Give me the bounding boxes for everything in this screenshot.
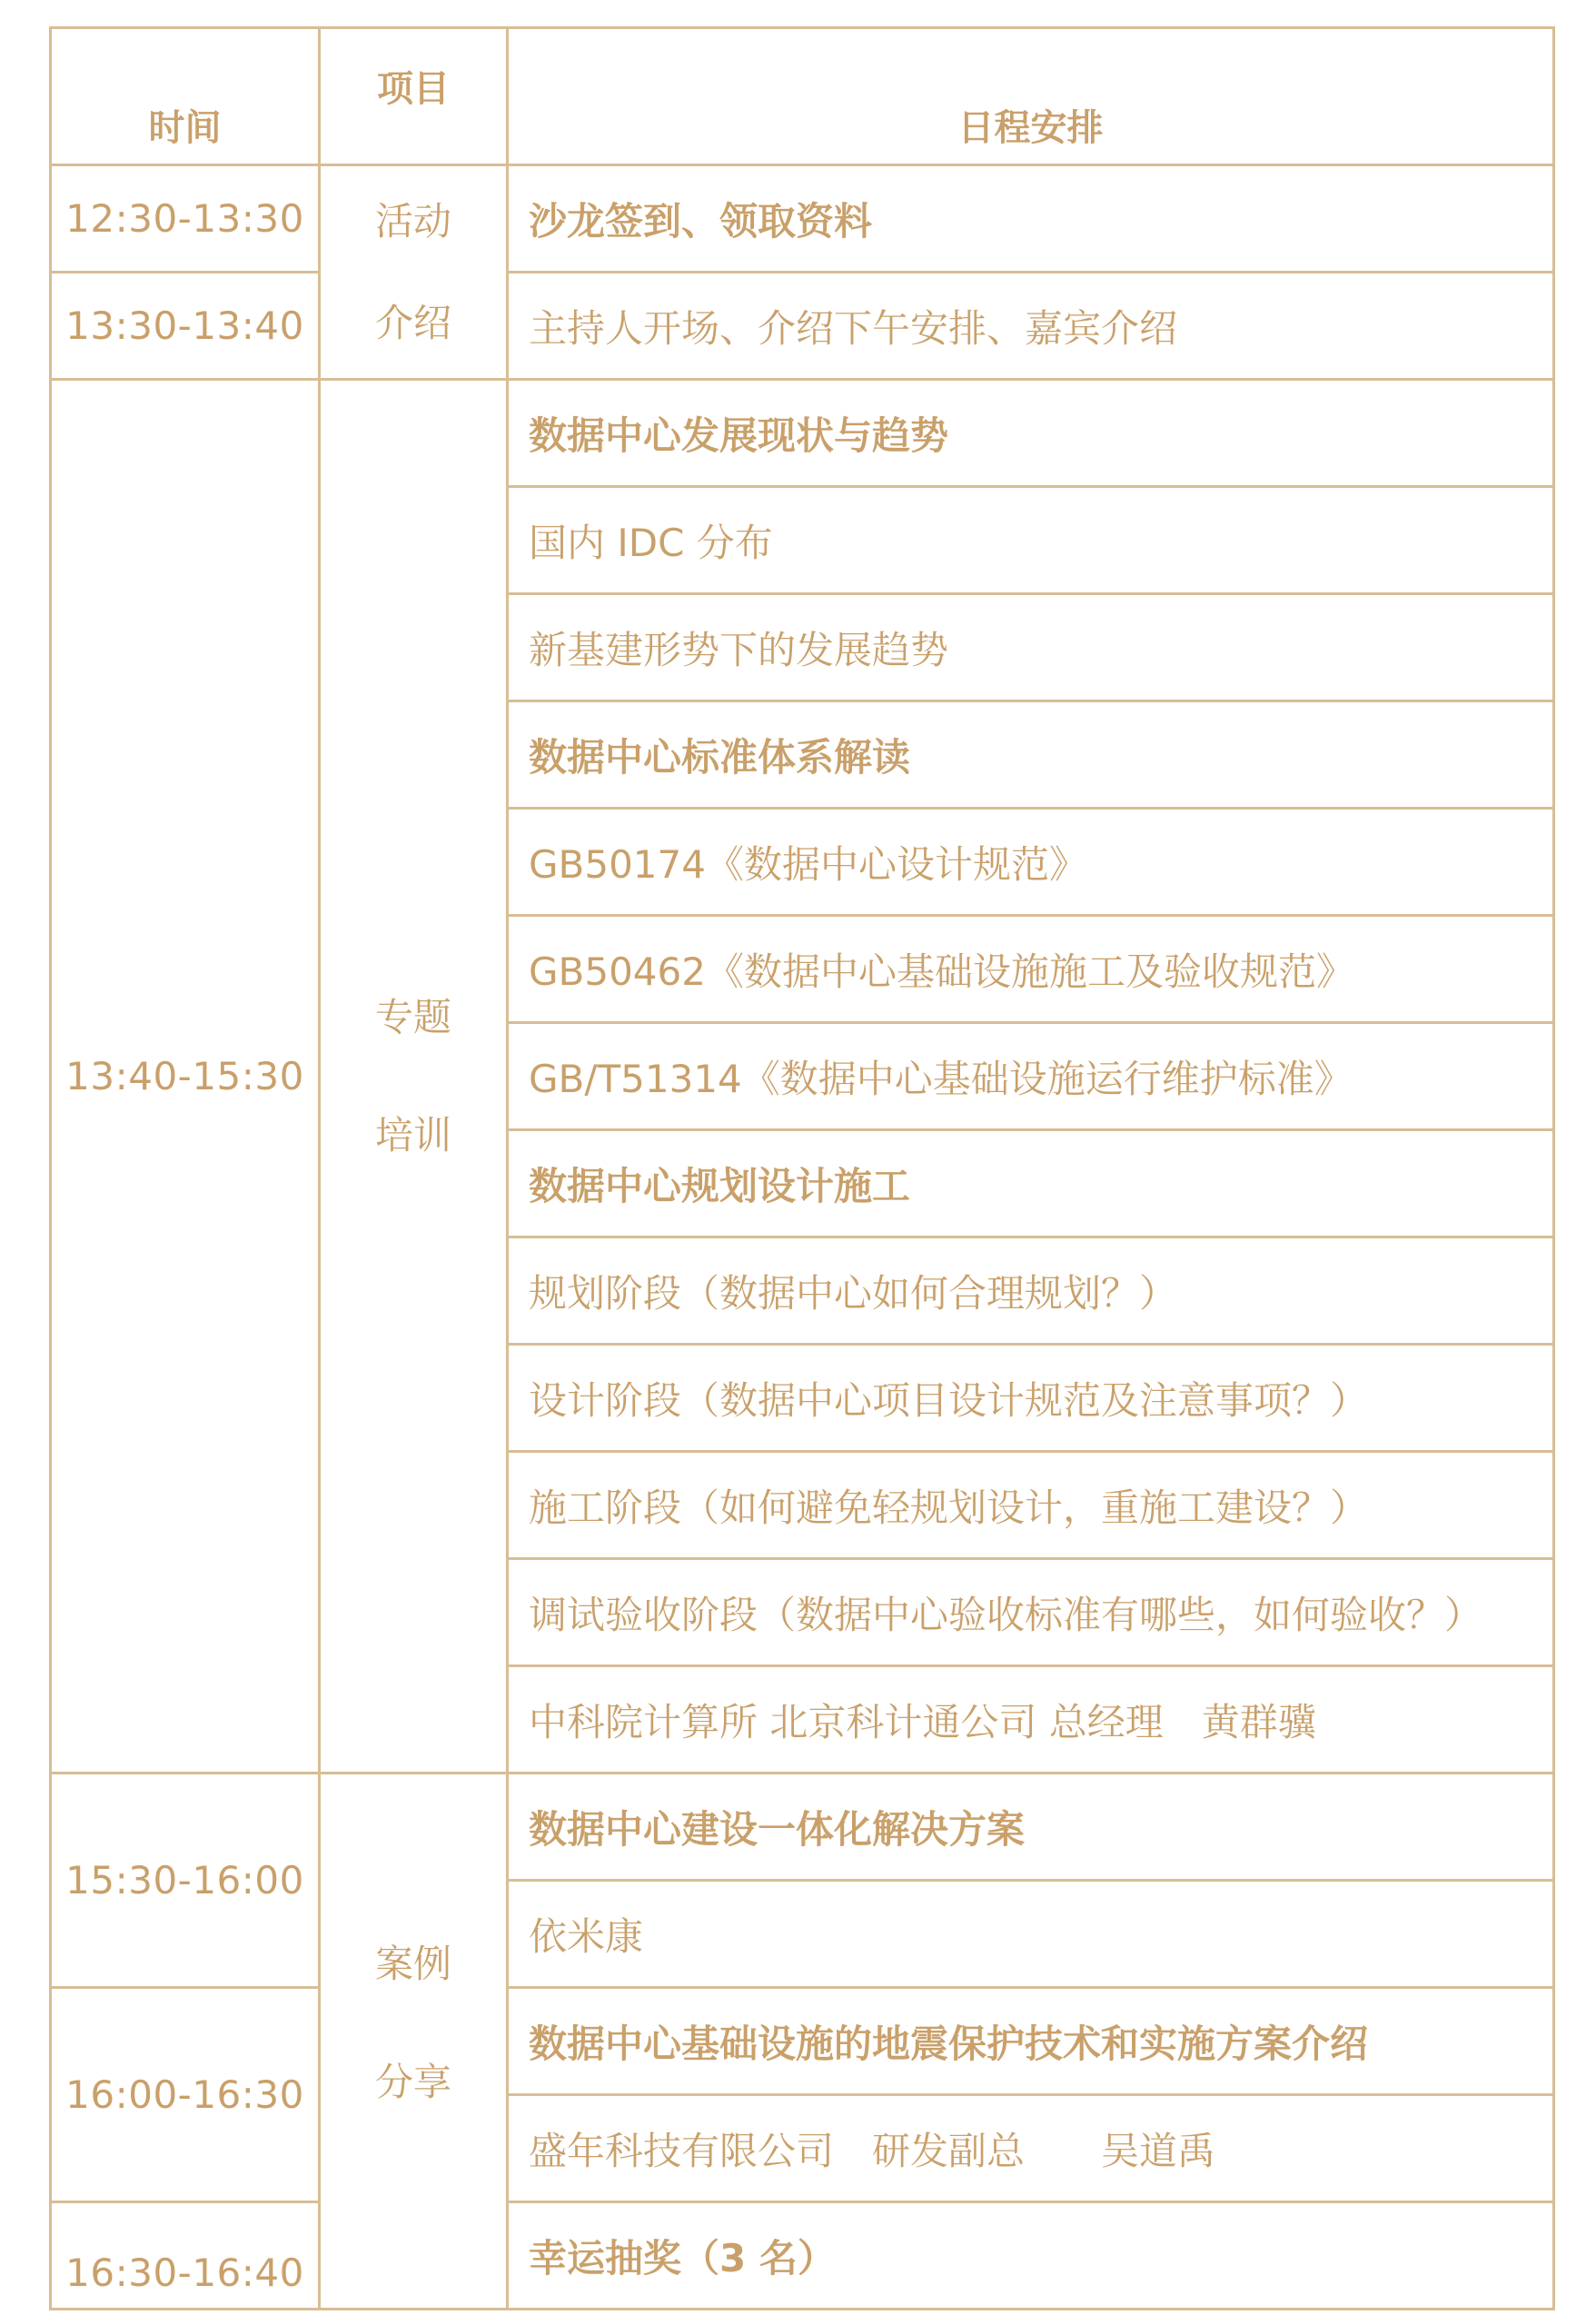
agenda-cell: 新基建形势下的发展趋势 xyxy=(508,594,1554,701)
item-word: 案例 xyxy=(374,1942,451,1986)
agenda-cell: 幸运抽奖（3 名） xyxy=(508,2202,1554,2310)
header-time: 时间 xyxy=(51,28,320,165)
time-cell: 16:00-16:30 xyxy=(51,1988,320,2202)
schedule-table xyxy=(49,26,1555,2310)
agenda-cell: 设计阶段（数据中心项目设计规范及注意事项？） xyxy=(508,1345,1554,1452)
time-cell: 13:30-13:40 xyxy=(51,273,320,380)
table-row xyxy=(51,2202,1554,2310)
agenda-cell: GB50174《数据中心设计规范》 xyxy=(508,809,1554,916)
time-cell: 15:30-16:00 xyxy=(51,1774,320,1988)
header-item: 项目 xyxy=(320,28,508,165)
agenda-cell: 规划阶段（数据中心如何合理规划？） xyxy=(508,1237,1554,1345)
agenda-cell: GB/T51314《数据中心基础设施运行维护标准》 xyxy=(508,1023,1554,1130)
agenda-cell: 沙龙签到、领取资料 xyxy=(508,165,1554,273)
table-row xyxy=(51,1988,1554,2095)
agenda-cell: GB50462《数据中心基础设施施工及验收规范》 xyxy=(508,916,1554,1023)
item-word: 分享 xyxy=(374,2060,451,2104)
item-cell-activity xyxy=(320,165,508,380)
item-cell-case xyxy=(320,1774,508,2310)
agenda-cell: 盛年科技有限公司 研发副总 吴道禹 xyxy=(508,2095,1554,2202)
time-cell: 13:40-15:30 xyxy=(51,380,320,1774)
agenda-cell: 依米康 xyxy=(508,1881,1554,1988)
agenda-cell: 主持人开场、介绍下午安排、嘉宾介绍 xyxy=(508,273,1554,380)
agenda-cell: 中科院计算所 北京科计通公司 总经理 黄群骥 xyxy=(508,1666,1554,1774)
agenda-cell: 国内 IDC 分布 xyxy=(508,487,1554,594)
time-cell: 12:30-13:30 xyxy=(51,165,320,273)
agenda-cell: 调试验收阶段（数据中心验收标准有哪些，如何验收？） xyxy=(508,1559,1554,1666)
table-row xyxy=(51,380,1554,487)
agenda-cell: 数据中心基础设施的地震保护技术和实施方案介绍 xyxy=(508,1988,1554,2095)
header-agenda: 日程安排 xyxy=(508,28,1554,165)
item-word: 介绍 xyxy=(374,301,451,345)
agenda-cell: 数据中心规划设计施工 xyxy=(508,1130,1554,1237)
agenda-cell: 数据中心标准体系解读 xyxy=(508,701,1554,809)
time-cell: 16:30-16:40 xyxy=(51,2202,320,2310)
item-word: 专题 xyxy=(374,994,451,1039)
agenda-cell: 施工阶段（如何避免轻规划设计，重施工建设？） xyxy=(508,1452,1554,1559)
item-cell-training xyxy=(320,380,508,1774)
agenda-cell: 数据中心建设一体化解决方案 xyxy=(508,1774,1554,1881)
item-word: 活动 xyxy=(374,199,451,243)
table-row xyxy=(51,273,1554,380)
table-row xyxy=(51,165,1554,273)
item-word: 培训 xyxy=(374,1112,451,1158)
agenda-cell: 数据中心发展现状与趋势 xyxy=(508,380,1554,487)
table-row xyxy=(51,1774,1554,1881)
table-header-row xyxy=(51,28,1554,165)
